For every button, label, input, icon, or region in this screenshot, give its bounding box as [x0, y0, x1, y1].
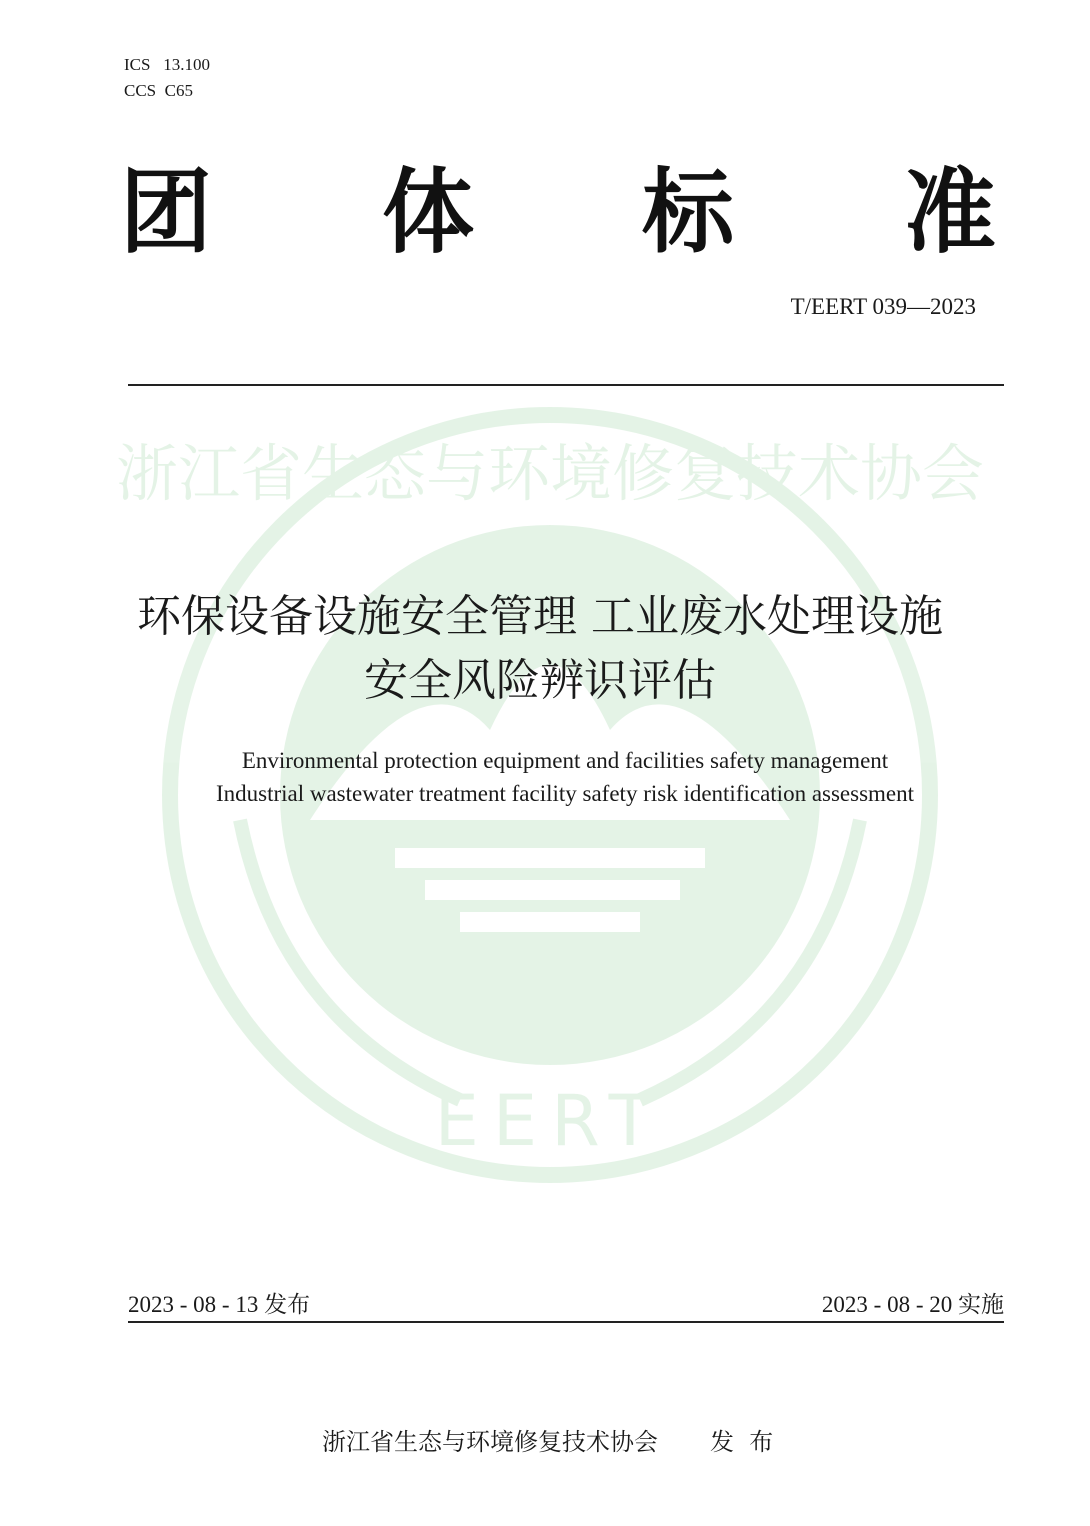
- chinese-title: [60, 585, 1020, 713]
- footer-divider: [128, 1321, 1004, 1323]
- publish-action: 发 布: [710, 1428, 774, 1456]
- ccs-code: CCS C65: [124, 81, 193, 100]
- chinese-title-line-2: 安全风险辨识评估: [364, 655, 716, 706]
- english-title: [40, 744, 1090, 810]
- header-divider: [128, 384, 1004, 386]
- issue-date: 2023 - 08 - 13 发布: [128, 1292, 311, 1317]
- seal-abbreviation: EERT: [434, 1080, 666, 1162]
- publisher-name: 浙江省生态与环境修复技术协会: [322, 1428, 658, 1456]
- standard-number: T/EERT 039—2023: [790, 294, 976, 319]
- english-title-line-1: Environmental protection equipment and facilities safety management: [241, 748, 889, 773]
- implementation-date: 2023 - 08 - 20 实施: [821, 1292, 1004, 1317]
- doc-type-char-3: 标: [642, 159, 735, 266]
- ics-code: ICS 13.100: [124, 55, 210, 74]
- doc-type-char-1: 团: [120, 159, 213, 266]
- english-title-line-2: Industrial wastewater treatment facility safety risk identification assessment: [215, 781, 915, 806]
- doc-type-char-4: 准: [904, 159, 997, 266]
- classification-codes: [124, 52, 210, 104]
- chinese-title-line-1: 环保设备设施安全管理 工业废水处理设施: [137, 591, 943, 642]
- doc-type-char-2: 体: [382, 159, 475, 266]
- document-type-heading: [120, 158, 1000, 268]
- publisher-line: [0, 1394, 1080, 1457]
- seal-ring-text: 浙江省生态与环境修复技术协会: [115, 437, 985, 510]
